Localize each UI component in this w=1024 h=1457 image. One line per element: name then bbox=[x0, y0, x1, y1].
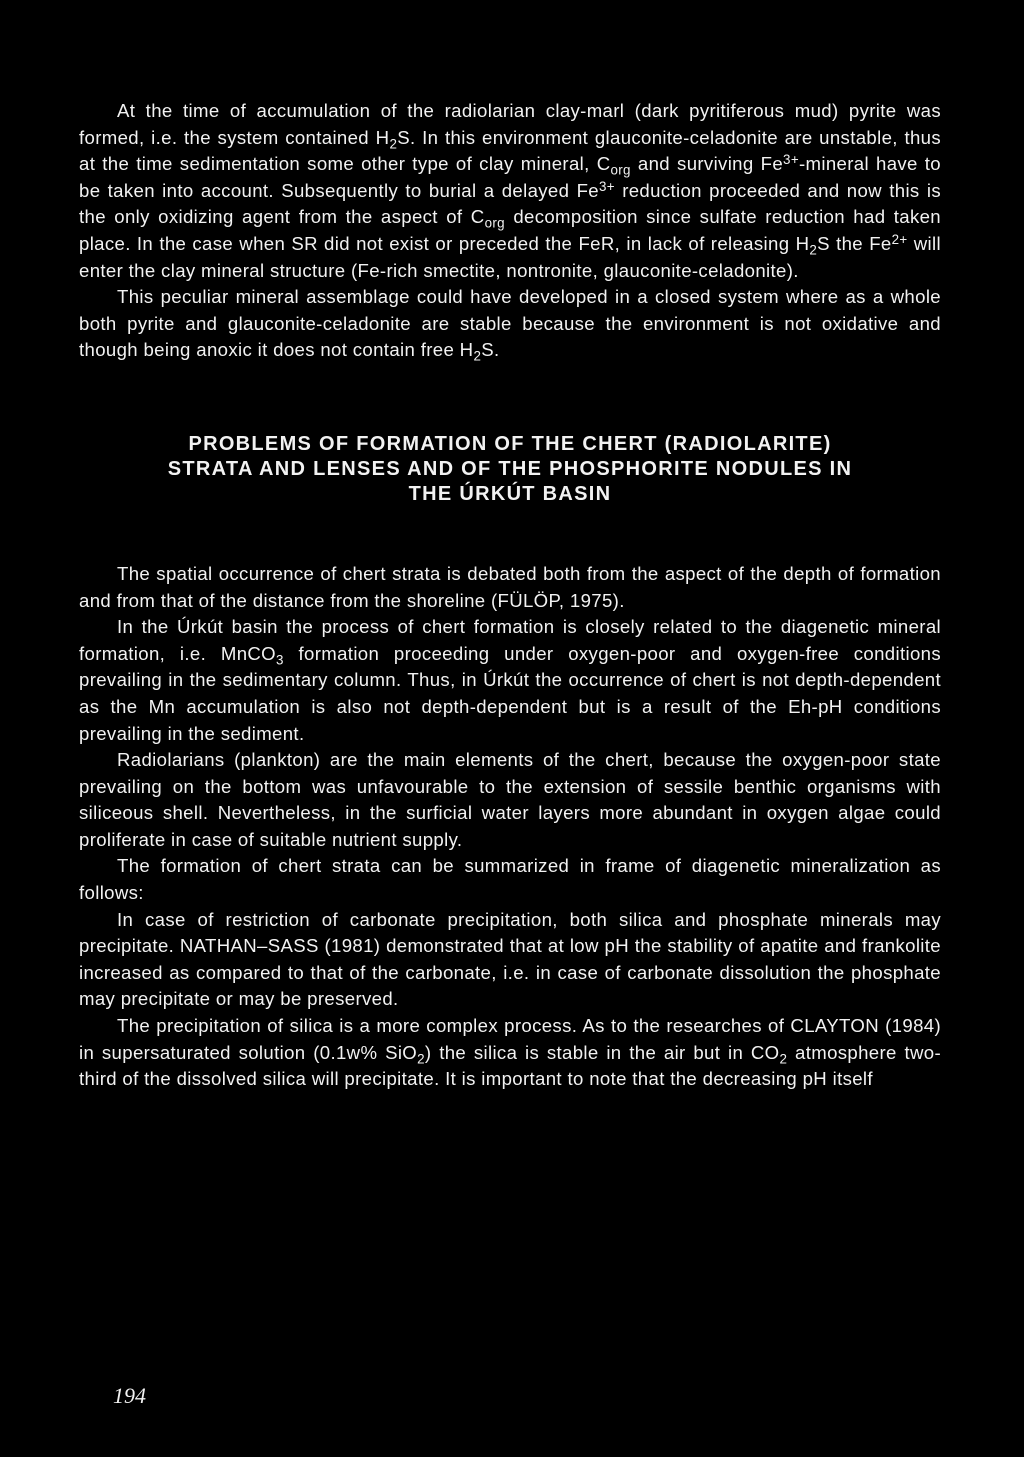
page-number: 194 bbox=[113, 1383, 146, 1408]
heading-line-2: STRATA AND LENSES AND OF THE PHOSPHORITE NODULES IN bbox=[167, 457, 853, 480]
subscript: org bbox=[484, 215, 505, 231]
subscript: 2 bbox=[779, 1050, 788, 1066]
paragraph-carbonate-precipitation: In case of restriction of carbonate precipitation, both silica and phosphate minerals may precipitate. NATHAN–SASS (1981) demonstrated that at low pH the stability of apatite and frankolite increased as compared to that of the carbonate, i.e. in case of carbonate dissolution the phosphate may precipitate or may be preserved. bbox=[79, 908, 941, 1010]
subscript: 2 bbox=[473, 348, 482, 364]
paragraph-pyrite-formation bbox=[79, 98, 941, 284]
superscript: 3+ bbox=[598, 178, 615, 194]
text-run: At the time of accumulation of the radiolarian clay-marl (dark pyritiferous mud) pyrite was formed, i.e. the system contained H bbox=[79, 100, 941, 148]
text-run: decomposition since sulfate reduction had taken place. In the case when SR did not exist or preceded the FeR, in lack of releasing H bbox=[79, 206, 941, 254]
text-run: will enter the clay mineral structure (Fe-rich smectite, nontronite, glauconite-celadonite). bbox=[79, 232, 941, 281]
superscript: 2+ bbox=[891, 231, 908, 247]
subscript: 2 bbox=[389, 135, 398, 151]
subscript: org bbox=[610, 162, 631, 178]
paragraph-mineral-assemblage bbox=[79, 284, 941, 364]
paragraph-radiolarians: Radiolarians (plankton) are the main elements of the chert, because the oxygen-poor state prevailing on the bottom was unfavourable to the extension of sessile benthic organisms with siliceous shell. Nevertheless, in the surficial water layers more abundant in oxygen algae could proliferate in case of suitable nutrient supply. bbox=[79, 749, 941, 850]
text-run: atmosphere two-third of the dissolved silica will precipitate. It is important to note that the decreasing pH itself bbox=[79, 1041, 941, 1090]
subscript: 3 bbox=[275, 652, 284, 667]
text-run: S. In this environment glauconite-celadonite are unstable, thus at the time sedimentation some other type of clay mineral, C bbox=[79, 126, 941, 175]
subscript: 2 bbox=[809, 242, 818, 258]
text-run: The precipitation of silica is a more complex process. As to the researches of CLAYTON (1984) in supersaturated solution (0.1w% SiO bbox=[79, 1015, 941, 1063]
text-run: reduction proceeded and now this is the only oxidizing agent from the aspect of C bbox=[79, 179, 941, 228]
subscript: 2 bbox=[417, 1050, 425, 1066]
text-run: -mineral have to be taken into account. Subsequently to burial a delayed Fe bbox=[79, 153, 941, 201]
text-run: S. bbox=[481, 339, 500, 361]
superscript: 3+ bbox=[783, 152, 799, 168]
text-run: and surviving Fe bbox=[630, 153, 784, 175]
page-text bbox=[79, 98, 941, 1093]
heading-line-1: PROBLEMS OF FORMATION OF THE CHERT (RADIOLARITE) bbox=[188, 432, 832, 455]
heading-line-3: THE ÚRKÚT BASIN bbox=[408, 482, 612, 505]
paragraph-silica-precipitation bbox=[79, 1013, 941, 1093]
paragraph-spatial-occurrence: The spatial occurrence of chert strata is debated both from the aspect of the depth of formation and from that of the distance from the shoreline (FÜLÖP, 1975). bbox=[79, 562, 941, 611]
text-run: ) the silica is stable in the air but in CO bbox=[424, 1041, 780, 1063]
text-run: In the Úrkút basin the process of chert formation is closely related to the diagenetic mineral formation, i.e. MnCO bbox=[79, 616, 941, 664]
text-run: formation proceeding under oxygen-poor and oxygen-free conditions prevailing in the sedimentary column. Thus, in Úrkút the occurrence of chert is not depth-dependent as the Mn accumulation is also not depth-dependent but is a result of the Eh-pH conditions prevailing in the sediment. bbox=[79, 642, 941, 744]
paragraph-chert-formation: The formation of chert strata can be summarized in frame of diagenetic mineralization as follows: bbox=[79, 855, 941, 904]
section-heading bbox=[79, 432, 941, 507]
text-run: S the Fe bbox=[817, 232, 892, 254]
text-run: This peculiar mineral assemblage could have developed in a closed system where as a whole both pyrite and glauconite-celadonite are stable because the environment is not oxidative and though being anoxic it does not contain free H bbox=[79, 286, 941, 361]
paragraph-urkut-basin bbox=[79, 614, 941, 747]
